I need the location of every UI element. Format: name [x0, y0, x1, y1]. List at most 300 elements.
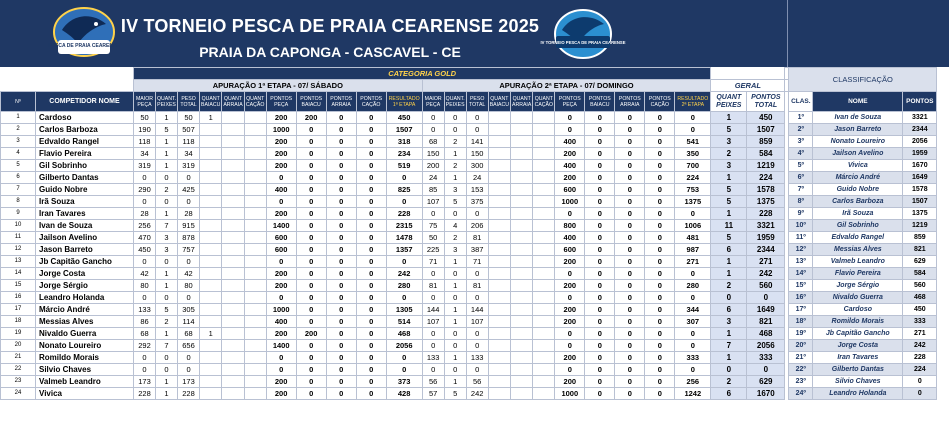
s2-cell: 0: [645, 220, 675, 232]
s2-cell: 0: [466, 364, 488, 376]
s1-cell: 86: [134, 316, 156, 328]
rank-points: 450: [903, 304, 937, 316]
rank-position: 8º: [789, 196, 813, 208]
s1-cell: 1: [156, 148, 178, 160]
s2-cell: 68: [422, 136, 444, 148]
s1-cell: 0: [326, 220, 356, 232]
s1-cell: 1000: [266, 304, 296, 316]
row-number: 15: [1, 280, 36, 292]
s1-cell: 200: [266, 328, 296, 340]
s2-cell: 0: [444, 268, 466, 280]
col-resultado-1: RESULTADO 1ª ETAPA: [386, 92, 422, 112]
s1-cell: 0: [356, 280, 386, 292]
s2-cell: [488, 316, 510, 328]
geral-pontos-total: 3321: [747, 220, 785, 232]
s2-cell: 0: [422, 340, 444, 352]
geral-quant-peixes: 2: [711, 376, 747, 388]
rank-position: 16º: [789, 292, 813, 304]
s1-cell: 0: [296, 196, 326, 208]
s2-cell: 0: [555, 268, 585, 280]
row-number: 6: [1, 172, 36, 184]
s2-cell: 0: [422, 208, 444, 220]
s1-cell: [200, 172, 222, 184]
s1-cell: 400: [266, 184, 296, 196]
s2-cell: 1: [444, 304, 466, 316]
s1-cell: [244, 328, 266, 340]
s2-cell: 0: [444, 112, 466, 124]
s2-cell: [533, 364, 555, 376]
rank-name: Flavio Pereira: [813, 268, 903, 280]
s2-cell: 350: [675, 148, 711, 160]
s2-cell: 5: [444, 196, 466, 208]
competitor-name: Gilberto Dantas: [36, 172, 134, 184]
s1-cell: 0: [296, 184, 326, 196]
s2-cell: 224: [675, 172, 711, 184]
rank-points: 3321: [903, 112, 937, 124]
s2-cell: 700: [675, 160, 711, 172]
col-competidor: COMPETIDOR NOME: [36, 92, 134, 112]
row-number: 23: [1, 376, 36, 388]
s2-cell: 0: [645, 184, 675, 196]
stage2-heading: APURAÇÃO 2ª ETAPA - 07/ DOMINGO: [422, 80, 711, 92]
s2-cell: 144: [422, 304, 444, 316]
s1-cell: 600: [266, 244, 296, 256]
s1-cell: 0: [356, 340, 386, 352]
s2-cell: [488, 136, 510, 148]
rank-points: 584: [903, 268, 937, 280]
geral-quant-peixes: 6: [711, 388, 747, 400]
s1-cell: [200, 244, 222, 256]
competitor-name: Cardoso: [36, 112, 134, 124]
s2-cell: 0: [444, 364, 466, 376]
geral-quant-peixes: 1: [711, 208, 747, 220]
s2-cell: 0: [675, 340, 711, 352]
s1-cell: [222, 352, 244, 364]
s1-cell: 68: [134, 328, 156, 340]
s1-cell: 0: [178, 352, 200, 364]
row-number: 21: [1, 352, 36, 364]
s2-cell: 0: [585, 208, 615, 220]
s2-cell: 0: [585, 148, 615, 160]
s1-cell: 118: [134, 136, 156, 148]
s1-cell: 0: [266, 196, 296, 208]
row-number: 18: [1, 316, 36, 328]
s2-cell: 2: [444, 136, 466, 148]
s2-cell: 206: [466, 220, 488, 232]
s1-cell: 0: [326, 160, 356, 172]
col-s2-quant-arraia: QUANT ARRAIA: [511, 92, 533, 112]
col-geral-pontos: PONTOS TOTAL: [747, 92, 785, 112]
s1-cell: 0: [386, 352, 422, 364]
s2-cell: [511, 184, 533, 196]
s1-cell: 0: [134, 292, 156, 304]
rank-position: 22º: [789, 364, 813, 376]
row-number: 5: [1, 160, 36, 172]
s1-cell: 400: [266, 316, 296, 328]
s1-cell: 305: [178, 304, 200, 316]
s2-cell: 0: [615, 136, 645, 148]
s2-cell: [488, 388, 510, 400]
s1-cell: 0: [326, 184, 356, 196]
s1-cell: [200, 124, 222, 136]
s2-cell: 0: [585, 160, 615, 172]
s2-cell: 0: [645, 256, 675, 268]
s1-cell: 0: [296, 268, 326, 280]
s1-cell: 507: [178, 124, 200, 136]
geral-pontos-total: 242: [747, 268, 785, 280]
s1-cell: 0: [134, 364, 156, 376]
geral-quant-peixes: 1: [711, 112, 747, 124]
s2-cell: 0: [645, 304, 675, 316]
s2-cell: 150: [466, 148, 488, 160]
s2-cell: 481: [675, 232, 711, 244]
table-row: [1, 112, 937, 124]
rank-name: Jason Barreto: [813, 124, 903, 136]
col-geral-peixes: QUANT PEIXES: [711, 92, 747, 112]
s1-cell: 0: [356, 196, 386, 208]
s1-cell: [222, 220, 244, 232]
s2-cell: 0: [555, 340, 585, 352]
s1-cell: [222, 112, 244, 124]
s1-cell: 0: [326, 196, 356, 208]
s1-cell: 0: [356, 316, 386, 328]
s1-cell: 3: [156, 244, 178, 256]
s1-cell: [222, 304, 244, 316]
s2-cell: [511, 160, 533, 172]
row-number: 11: [1, 232, 36, 244]
rank-points: 1375: [903, 208, 937, 220]
s2-cell: 56: [466, 376, 488, 388]
rank-name: Messias Alves: [813, 244, 903, 256]
s2-cell: 81: [466, 232, 488, 244]
s1-cell: 878: [178, 232, 200, 244]
s2-cell: 0: [466, 208, 488, 220]
rank-position: 9º: [789, 208, 813, 220]
s2-cell: 0: [444, 292, 466, 304]
s1-cell: 0: [326, 244, 356, 256]
s2-cell: [533, 196, 555, 208]
s1-cell: 0: [356, 304, 386, 316]
s1-cell: [222, 244, 244, 256]
rank-name: Jorge Sérgio: [813, 280, 903, 292]
s2-cell: 0: [444, 328, 466, 340]
s2-cell: 0: [645, 364, 675, 376]
col-s2-pontos-cacao: PONTOS CAÇÃO: [645, 92, 675, 112]
s2-cell: 0: [615, 112, 645, 124]
s1-cell: [244, 124, 266, 136]
col-nome: NOME: [813, 92, 903, 112]
s1-cell: 0: [386, 196, 422, 208]
s1-cell: [244, 388, 266, 400]
s2-cell: 0: [585, 376, 615, 388]
s2-cell: 0: [675, 208, 711, 220]
s1-cell: [200, 352, 222, 364]
competitor-name: Romildo Morais: [36, 352, 134, 364]
s1-cell: [244, 136, 266, 148]
s2-cell: [511, 280, 533, 292]
table-row: [1, 148, 937, 160]
s2-cell: 56: [422, 376, 444, 388]
s1-cell: 0: [356, 172, 386, 184]
s1-cell: 0: [356, 352, 386, 364]
row-number: 17: [1, 304, 36, 316]
geral-pontos-total: 228: [747, 208, 785, 220]
competitor-name: Flavio Pereira: [36, 148, 134, 160]
geral-quant-peixes: 5: [711, 196, 747, 208]
s2-cell: 0: [466, 268, 488, 280]
geral-quant-peixes: 5: [711, 184, 747, 196]
s2-cell: 4: [444, 220, 466, 232]
geral-quant-peixes: 2: [711, 280, 747, 292]
s1-cell: 0: [296, 124, 326, 136]
s2-cell: [488, 208, 510, 220]
col-s1-peso-total: PESO TOTAL: [178, 92, 200, 112]
s1-cell: [244, 172, 266, 184]
rank-points: 0: [903, 388, 937, 400]
rank-points: 1649: [903, 172, 937, 184]
s2-cell: 271: [675, 256, 711, 268]
competitor-name: Nivaldo Guerra: [36, 328, 134, 340]
s2-cell: 0: [585, 304, 615, 316]
geral-quant-peixes: 5: [711, 124, 747, 136]
s1-cell: 1305: [386, 304, 422, 316]
geral-pontos-total: 584: [747, 148, 785, 160]
s2-cell: 375: [466, 196, 488, 208]
row-number: 10: [1, 220, 36, 232]
competitor-name: Ivan de Souza: [36, 220, 134, 232]
rank-points: 1219: [903, 220, 937, 232]
rank-points: 560: [903, 280, 937, 292]
s2-cell: 333: [675, 352, 711, 364]
s1-cell: 118: [178, 136, 200, 148]
s2-cell: 1: [444, 376, 466, 388]
s2-cell: [488, 376, 510, 388]
s2-cell: [511, 352, 533, 364]
rank-position: 24º: [789, 388, 813, 400]
row-number: 12: [1, 244, 36, 256]
s1-cell: [200, 316, 222, 328]
s2-cell: 0: [555, 124, 585, 136]
s2-cell: 200: [555, 256, 585, 268]
s1-cell: 0: [326, 316, 356, 328]
table-row: [1, 388, 937, 400]
category-row: [1, 68, 937, 80]
s1-cell: 50: [134, 112, 156, 124]
s2-cell: [511, 172, 533, 184]
s1-cell: 0: [326, 232, 356, 244]
s2-cell: 0: [422, 124, 444, 136]
s1-cell: 373: [386, 376, 422, 388]
s1-cell: 0: [156, 352, 178, 364]
rank-name: Ivan de Souza: [813, 112, 903, 124]
s1-cell: [200, 340, 222, 352]
rank-position: 13º: [789, 256, 813, 268]
s2-cell: [533, 376, 555, 388]
s1-cell: 133: [134, 304, 156, 316]
s2-cell: 300: [466, 160, 488, 172]
s1-cell: 0: [296, 148, 326, 160]
rank-name: Romildo Morais: [813, 316, 903, 328]
s2-cell: 0: [585, 268, 615, 280]
s1-cell: 0: [326, 340, 356, 352]
s2-cell: [488, 124, 510, 136]
geral-pontos-total: 271: [747, 256, 785, 268]
s2-cell: 107: [422, 196, 444, 208]
s2-cell: 0: [675, 268, 711, 280]
s1-cell: 200: [266, 112, 296, 124]
s2-cell: 0: [585, 352, 615, 364]
s1-cell: 0: [326, 292, 356, 304]
s1-cell: 1400: [266, 340, 296, 352]
geral-pontos-total: 0: [747, 292, 785, 304]
row-number: 24: [1, 388, 36, 400]
row-number: 13: [1, 256, 36, 268]
s1-cell: 0: [296, 304, 326, 316]
s1-cell: 0: [386, 172, 422, 184]
table-row: [1, 124, 937, 136]
s1-cell: 0: [296, 280, 326, 292]
classificacao-heading: CLASSIFICAÇÃO: [789, 68, 937, 92]
s2-cell: 0: [675, 124, 711, 136]
s1-cell: 234: [386, 148, 422, 160]
s2-cell: 0: [615, 208, 645, 220]
competitor-name: Gil Sobrinho: [36, 160, 134, 172]
s2-cell: 0: [645, 376, 675, 388]
s1-cell: 1: [156, 388, 178, 400]
table-row: [1, 208, 937, 220]
s1-cell: 514: [386, 316, 422, 328]
s2-cell: 1000: [555, 196, 585, 208]
s2-cell: [488, 292, 510, 304]
s1-cell: 450: [134, 244, 156, 256]
s2-cell: [511, 208, 533, 220]
geral-quant-peixes: 5: [711, 232, 747, 244]
s2-cell: 0: [422, 328, 444, 340]
s2-cell: 1: [444, 172, 466, 184]
row-number: 3: [1, 136, 36, 148]
s1-cell: 0: [266, 292, 296, 304]
rank-position: 1º: [789, 112, 813, 124]
col-clas: CLAS.: [789, 92, 813, 112]
s2-cell: 0: [615, 184, 645, 196]
s1-cell: 0: [356, 388, 386, 400]
s2-cell: 107: [466, 316, 488, 328]
s1-cell: [244, 160, 266, 172]
s2-cell: [488, 172, 510, 184]
s1-cell: 173: [134, 376, 156, 388]
rank-name: Gil Sobrinho: [813, 220, 903, 232]
table-row: [1, 304, 937, 316]
s2-cell: [533, 232, 555, 244]
s1-cell: [222, 184, 244, 196]
s1-cell: [200, 292, 222, 304]
s2-cell: 200: [555, 316, 585, 328]
geral-pontos-total: 468: [747, 328, 785, 340]
col-s2-quant-baiacu: QUANT BAIACU: [488, 92, 510, 112]
s1-cell: 0: [296, 316, 326, 328]
s1-cell: 757: [178, 244, 200, 256]
s2-cell: 1: [444, 316, 466, 328]
rank-points: 242: [903, 340, 937, 352]
col-s1-pontos-cacao: PONTOS CAÇÃO: [356, 92, 386, 112]
s1-cell: [244, 268, 266, 280]
s1-cell: [244, 316, 266, 328]
s1-cell: 28: [134, 208, 156, 220]
s2-cell: [488, 220, 510, 232]
s2-cell: [511, 148, 533, 160]
s2-cell: 0: [585, 124, 615, 136]
s1-cell: 256: [134, 220, 156, 232]
row-number: 1: [1, 112, 36, 124]
rank-points: 468: [903, 292, 937, 304]
s1-cell: [244, 112, 266, 124]
s1-cell: 0: [356, 328, 386, 340]
s2-cell: 0: [675, 328, 711, 340]
s2-cell: [533, 244, 555, 256]
s2-cell: 0: [422, 112, 444, 124]
s2-cell: 0: [585, 328, 615, 340]
col-s1-pontos-arraia: PONTOS ARRAIA: [326, 92, 356, 112]
s2-cell: 0: [444, 124, 466, 136]
s2-cell: 0: [585, 340, 615, 352]
s2-cell: 0: [645, 292, 675, 304]
s1-cell: 0: [326, 376, 356, 388]
s2-cell: [533, 124, 555, 136]
s1-cell: [222, 172, 244, 184]
s2-cell: 0: [555, 328, 585, 340]
s2-cell: 200: [422, 160, 444, 172]
stage1-heading: APURAÇÃO 1ª ETAPA - 07/ SÁBADO: [134, 80, 423, 92]
s1-cell: 0: [386, 292, 422, 304]
s2-cell: 0: [615, 316, 645, 328]
s2-cell: 987: [675, 244, 711, 256]
s2-cell: [533, 388, 555, 400]
page-subtitle: PRAIA DA CAPONGA - CASCAVEL - CE: [199, 44, 461, 60]
s2-cell: 1000: [555, 388, 585, 400]
s2-cell: 200: [555, 304, 585, 316]
s1-cell: 68: [178, 328, 200, 340]
s2-cell: 0: [444, 208, 466, 220]
rank-position: 4º: [789, 148, 813, 160]
s2-cell: 0: [645, 172, 675, 184]
geral-pontos-total: 1578: [747, 184, 785, 196]
rank-points: 629: [903, 256, 937, 268]
s1-cell: 0: [356, 292, 386, 304]
s2-cell: 0: [615, 172, 645, 184]
s2-cell: 0: [615, 196, 645, 208]
s1-cell: [222, 124, 244, 136]
s1-cell: 0: [266, 172, 296, 184]
s2-cell: 50: [422, 232, 444, 244]
rank-position: 19º: [789, 328, 813, 340]
s1-cell: [222, 268, 244, 280]
s2-cell: 144: [466, 304, 488, 316]
competitor-name: Márcio André: [36, 304, 134, 316]
s1-cell: [222, 388, 244, 400]
s1-cell: 42: [134, 268, 156, 280]
s1-cell: 0: [356, 268, 386, 280]
rank-position: 2º: [789, 124, 813, 136]
s1-cell: 0: [296, 256, 326, 268]
s2-cell: [533, 304, 555, 316]
table-row: [1, 316, 937, 328]
s1-cell: 0: [296, 160, 326, 172]
s2-cell: 1: [444, 256, 466, 268]
s1-cell: 0: [326, 172, 356, 184]
s1-cell: [222, 364, 244, 376]
s2-cell: [533, 292, 555, 304]
col-s2-pontos-peca: PONTOS PEÇA: [555, 92, 585, 112]
